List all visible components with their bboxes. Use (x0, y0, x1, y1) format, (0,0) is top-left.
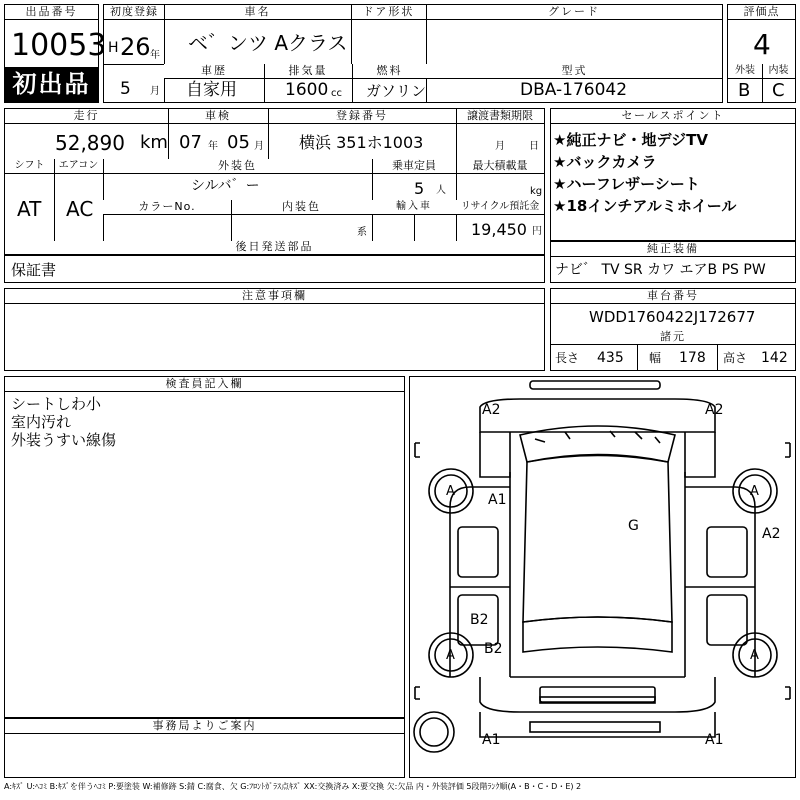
int-color-label: 内装色 (231, 200, 372, 215)
inspection-label: 車検 (168, 109, 268, 124)
registration-value: 横浜 351ホ1003 (299, 133, 424, 152)
aircon-value: AC (66, 197, 94, 221)
detail-table (4, 108, 545, 255)
fuel-value: ガソリン (366, 82, 427, 100)
width-label: 幅 (649, 351, 662, 365)
later-parts-label: 後日発送部品 (5, 241, 544, 254)
equipment-box (550, 241, 796, 283)
height-label: 高さ (723, 351, 748, 365)
car-name: ベ゛ンツ Aクラス (188, 31, 348, 55)
transfer-day-unit: 日 (529, 141, 539, 152)
score-label: 評価点 (728, 5, 795, 20)
transfer-label: 譲渡書類期限 (456, 109, 544, 124)
chassis-value: WDD1760422J172677 (589, 308, 756, 326)
max-load-label: 最大積載量 (456, 159, 544, 174)
displacement-value: 1600 (285, 80, 329, 100)
sales-point-3: ★ハーフレザーシート (553, 175, 700, 193)
registration-label: 登録番号 (268, 109, 456, 124)
caution-label: 注意事項欄 (5, 289, 544, 304)
model-label: 型式 (427, 64, 722, 79)
year-unit: 年 (150, 50, 160, 61)
recycle-value: 19,450 (471, 220, 527, 239)
month-unit: 月 (150, 86, 160, 97)
sales-points-box (550, 108, 796, 241)
int-score: C (772, 80, 785, 101)
shift-value: AT (17, 197, 42, 221)
mark-a-wheel-fr: A (750, 484, 759, 499)
shift-label: シフト (5, 159, 54, 174)
sales-points-label: セールスポイント (551, 109, 795, 124)
inspector-note-1: シートしわ小 (11, 395, 102, 413)
mark-a2-front-right: A2 (705, 402, 724, 418)
ext-score: B (738, 80, 751, 101)
length-label: 長さ (555, 351, 580, 365)
later-parts-box (4, 255, 545, 283)
caution-box (4, 288, 545, 371)
displacement-unit: cc (331, 88, 342, 99)
int-score-label: 内装 (762, 64, 795, 79)
mark-a2-front-left: A2 (482, 402, 501, 418)
color-no-label: カラーNo. (103, 200, 231, 215)
mark-a-wheel-rr: A (750, 648, 759, 663)
inspector-note-3: 外装うすい線傷 (11, 431, 117, 449)
fuel-label: 燃料 (352, 64, 427, 79)
mark-b2-rear-1: B2 (470, 612, 489, 628)
capacity-label: 乗車定員 (372, 159, 456, 174)
length-value: 435 (597, 350, 624, 366)
aircon-label: エアコン (54, 159, 103, 174)
lot-label: 出品番号 (5, 5, 98, 20)
chassis-label: 車台番号 (551, 289, 795, 304)
door-label: ドア形状 (351, 5, 426, 20)
lot-number: 10053 (11, 28, 107, 63)
mileage-value: 52,890 (55, 131, 125, 155)
mark-a1-left: A1 (488, 492, 507, 508)
mark-a1-rear-right: A1 (705, 732, 724, 748)
dims-label: 諸元 (551, 330, 795, 345)
recycle-label: リサイクル預託金 (456, 200, 544, 215)
office-label: 事務局よりご案内 (5, 719, 404, 734)
score-box (727, 4, 796, 103)
sales-point-1: ★純正ナビ・地デジTV (553, 131, 708, 149)
height-value: 142 (761, 350, 788, 366)
vehicle-summary (103, 4, 723, 103)
displacement-label: 排気量 (264, 64, 352, 79)
mileage-unit: km (140, 132, 168, 153)
chassis-box (550, 288, 796, 371)
ext-color-label: 外装色 (103, 159, 372, 174)
capacity-value: 5 (414, 179, 425, 198)
recycle-unit: 円 (532, 226, 542, 237)
int-color-suffix: 系 (357, 227, 367, 238)
max-load-unit: kg (530, 186, 543, 197)
mark-a-wheel-rl: A (446, 648, 455, 663)
ext-score-label: 外装 (728, 64, 762, 79)
mark-a2-right: A2 (762, 526, 781, 542)
score-value: 4 (753, 28, 771, 61)
mark-g-windshield: G (628, 518, 639, 534)
inspection-year: 07 (179, 132, 202, 153)
transfer-month-unit: 月 (495, 141, 505, 152)
width-value: 178 (679, 350, 706, 366)
capacity-unit: 人 (436, 185, 446, 196)
mileage-label: 走行 (5, 109, 168, 124)
era: H (108, 40, 119, 56)
inspection-year-unit: 年 (208, 141, 218, 152)
history-value: 自家用 (186, 80, 237, 100)
legend: A:ｷｽﾞ U:ﾍｺﾐ B:ｷｽﾞを伴うﾍｺﾐ P:要塗装 W:補修跡 S:錆 C:腐食、欠 G:ﾌﾛﾝﾄｶﾞﾗｽ点ｷｽﾞ XX:交換済み X:要交換 欠:欠品 内・外装評価 5段階ﾗﾝｸ順(A・B・C・D・E) 2 (4, 782, 582, 791)
office-box (4, 718, 405, 778)
equipment-label: 純正装備 (551, 242, 795, 257)
inspection-month-unit: 月 (254, 141, 264, 152)
inspection-month: 05 (227, 132, 250, 153)
grade-label: グレード (426, 5, 722, 20)
mark-b2-rear-2: B2 (484, 641, 503, 657)
first-listing-badge: 初出品 (5, 67, 98, 102)
sales-point-2: ★バックカメラ (553, 153, 657, 171)
import-label: 輸入車 (372, 200, 456, 215)
ext-color-value: シルバ゛ー (191, 178, 260, 194)
history-label: 車歴 (164, 64, 264, 79)
inspector-box (4, 376, 405, 718)
model-value: DBA-176042 (520, 80, 628, 100)
lot-box (4, 4, 107, 103)
first-reg-label: 初度登録 (104, 5, 164, 20)
car-name-label: 車名 (164, 5, 351, 20)
equipment-value: ナビ゛ TV SR カワ エアB PS PW (555, 262, 766, 278)
first-reg-year: 26 (120, 33, 151, 61)
car-outline-icon (410, 377, 795, 777)
later-parts-value: 保証書 (11, 261, 57, 279)
mark-a-wheel-fl: A (446, 484, 455, 499)
first-reg-month: 5 (120, 79, 131, 99)
inspector-label: 検査員記入欄 (5, 377, 404, 392)
inspector-note-2: 室内汚れ (11, 413, 72, 431)
mark-a1-rear-left: A1 (482, 732, 501, 748)
sales-point-4: ★18インチアルミホイール (553, 197, 737, 215)
car-diagram (409, 376, 796, 778)
